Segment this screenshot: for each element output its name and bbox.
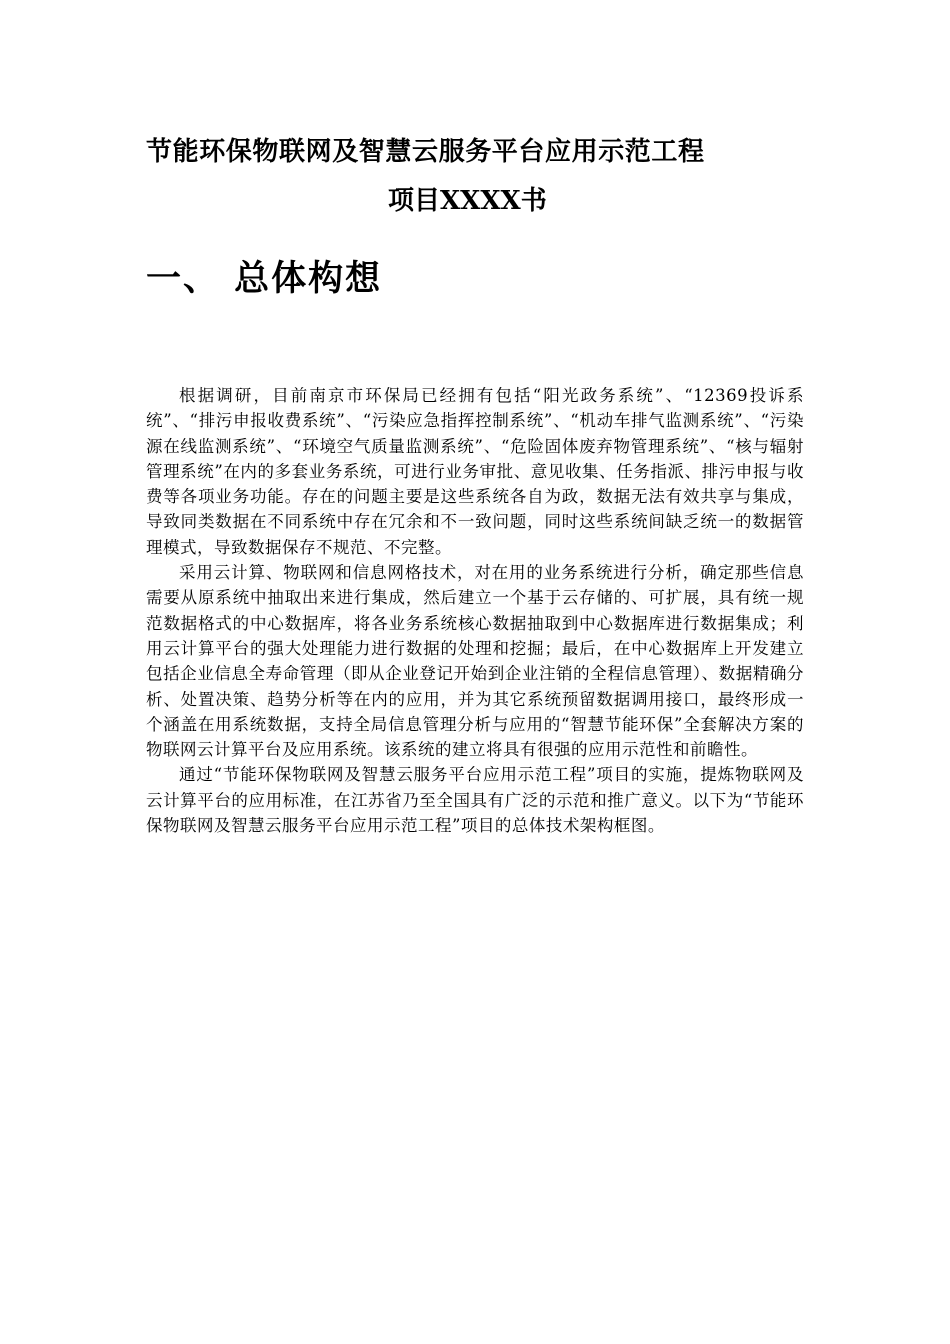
body-text bbox=[146, 383, 804, 838]
document-subtitle: 项目XXXX书 bbox=[388, 186, 547, 216]
section-heading: 一、 总体构想 bbox=[146, 258, 383, 299]
paragraph-3: 通过“节能环保物联网及智慧云服务平台应用示范工程”项目的实施，提炼物联网及云计算平台的应用标准，在江苏省乃至全国具有广泛的示范和推广意义。以下为“节能环保物联网及智慧云服务平台应用示范工程”项目的总体技术架构框图。 bbox=[146, 765, 804, 836]
paragraph-2: 采用云计算、物联网和信息网格技术，对在用的业务系统进行分析，确定那些信息需要从原系统中抽取出来进行集成，然后建立一个基于云存储的、可扩展，具有统一规范数据格式的中心数据库，将各业务系统核心数据抽取到中心数据库进行数据集成；利用云计算平台的强大处理能力进行数据的处理和挖掘；最后，在中心数据库上开发建立包括企业信息全寿命管理（即从企业登记开始到企业注销的全程信息管理）、数据精确分析、处置决策、趋势分析等在内的应用，并为其它系统预留数据调用接口，最终形成一个涵盖在用系统数据，支持全局信息管理分析与应用的“智慧节能环保”全套解决方案的物联网云计算平台及应用系统。该系统的建立将具有很强的应用示范性和前瞻性。 bbox=[146, 563, 804, 760]
document-title: 节能环保物联网及智慧云服务平台应用示范工程 bbox=[146, 137, 705, 167]
paragraph-1: 根据调研，目前南京市环保局已经拥有包括“阳光政务系统”、“12369投诉系统”、“排污申报收费系统”、“污染应急指挥控制系统”、“机动车排气监测系统”、“污染源在线监测系统”、“环境空气质量监测系统”、“危险固体废弃物管理系统”、“核与辐射管理系统”在内的多套业务系统，可进行业务审批、意见收集、任务指派、排污申报与收费等各项业务功能。存在的问题主要是这些系统各自为政，数据无法有效共享与集成，导致同类数据在不同系统中存在冗余和不一致问题，同时这些系统间缺乏统一的数据管理模式，导致数据保存不规范、不完整。 bbox=[146, 386, 804, 557]
